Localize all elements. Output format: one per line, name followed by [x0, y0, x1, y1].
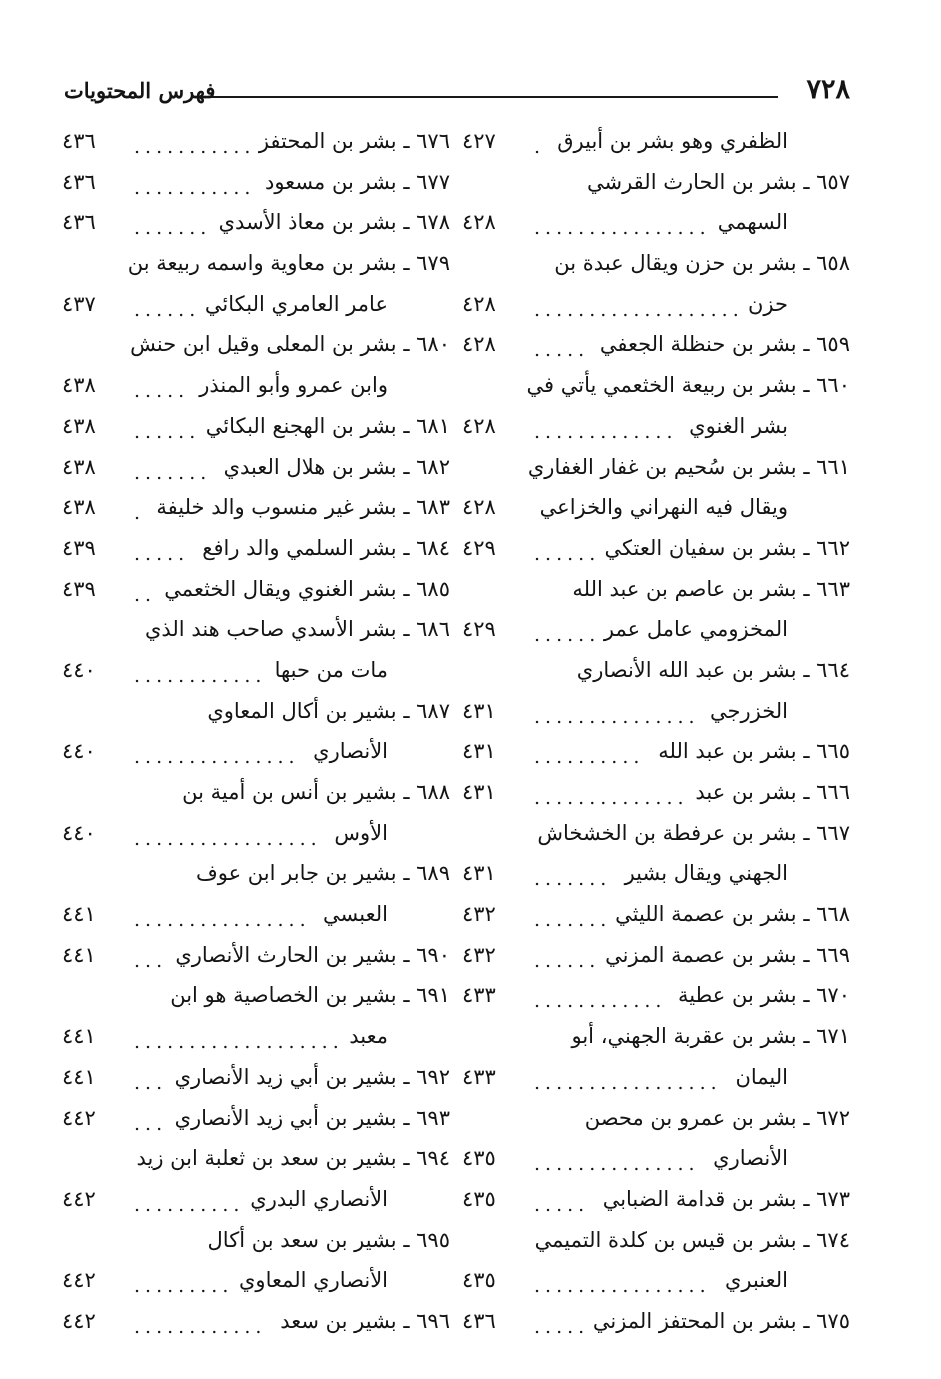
- entry-text: ٦٧٤ ـ بشر بن قيس بن كلدة التميمي: [534, 1227, 850, 1252]
- entry-text: ٦٨٩ ـ بشير بن جابر ابن عوف: [195, 861, 450, 886]
- index-entry: [62, 327, 450, 368]
- entry-text: ٦٧٩ ـ بشر بن معاوية واسمه ربيعة بن: [127, 251, 450, 276]
- index-entry: [62, 409, 450, 450]
- index-entry: [62, 246, 450, 287]
- dot-leader: ......: [534, 542, 601, 565]
- entry-text: ٦٩٦ ـ بشير بن سعد: [280, 1308, 450, 1333]
- entry-text: ٦٨٣ ـ بشر غير منسوب والد خليفة: [156, 495, 450, 520]
- entry-page-number: ٤٣٩: [62, 576, 96, 601]
- page-header: [64, 74, 850, 114]
- index-entry: [62, 897, 450, 938]
- dot-leader: .........: [134, 1275, 234, 1298]
- entry-text: ٦٦٣ ـ بشر بن عاصم بن عبد الله: [572, 576, 850, 601]
- entry-page-number: ٤٤١: [62, 1064, 96, 1089]
- entry-text: وابن عمرو وأبو المنذر: [199, 373, 388, 398]
- entry-text: ٦٨٧ ـ بشير بن أكال المعاوي: [207, 698, 450, 723]
- entry-page-number: ٤٣٨: [62, 454, 96, 479]
- entry-page-number: ٤٢٨: [462, 332, 496, 357]
- entry-page-number: ٤٣٣: [462, 1064, 496, 1089]
- index-entry: [462, 287, 850, 328]
- entry-text: ٦٦٩ ـ بشر بن عصمة المزني: [605, 942, 850, 967]
- dot-leader: .......: [534, 909, 612, 932]
- index-entry: [62, 124, 450, 165]
- entry-text: ٦٩٣ ـ بشير بن أبي زيد الأنصاري: [174, 1105, 450, 1130]
- dot-leader: ...........: [134, 136, 256, 158]
- dot-leader: .....: [534, 339, 590, 362]
- dot-leader: .....: [134, 380, 190, 403]
- entry-text: المخزومي عامل عمر: [603, 617, 788, 642]
- entry-text: ويقال فيه النهراني والخزاعي: [539, 495, 788, 520]
- entry-page-number: ٤٤١: [62, 1024, 96, 1049]
- entry-text: ٦٩٢ ـ بشير بن أبي زيد الأنصاري: [174, 1064, 450, 1089]
- index-entry: [62, 694, 450, 735]
- index-entry: [62, 816, 450, 857]
- entry-page-number: ٤٣٧: [62, 291, 96, 316]
- index-entry: [462, 775, 850, 816]
- dot-leader: ...: [134, 1112, 168, 1135]
- entry-text: الأنصاري المعاوي: [239, 1268, 388, 1293]
- index-entry: [62, 572, 450, 613]
- index-entry: [462, 1263, 850, 1304]
- dot-leader: .....: [134, 542, 190, 565]
- entry-page-number: ٤٣٦: [62, 169, 96, 194]
- entry-page-number: ٤٣١: [462, 698, 496, 723]
- index-entry: [62, 1304, 450, 1345]
- entry-page-number: ٤٣٨: [62, 413, 96, 438]
- dot-leader: ......: [134, 420, 201, 443]
- index-entry: [62, 1182, 450, 1223]
- entry-page-number: ٤٢٩: [462, 535, 496, 560]
- entry-text: ٦٩٤ ـ بشير بن سعد بن ثعلبة ابن زيد: [136, 1146, 450, 1171]
- index-entry: [462, 327, 850, 368]
- index-entry: [62, 856, 450, 897]
- entry-text: ٦٨٠ ـ بشر بن المعلى وقيل ابن حنش: [130, 332, 450, 357]
- index-entry: [62, 938, 450, 979]
- page-title: فهرس المحتويات: [64, 78, 216, 103]
- index-entry: [462, 165, 850, 206]
- entry-text: ٦٧٢ ـ بشر بن عمرو بن محصن: [584, 1105, 850, 1130]
- index-entry: [462, 938, 850, 979]
- dot-leader: ..........: [134, 1193, 245, 1216]
- right-column: [462, 124, 850, 1345]
- entry-text: ٦٦٢ ـ بشر بن سفيان العتكي: [604, 535, 850, 560]
- entry-page-number: ٤٣٢: [462, 942, 496, 967]
- dot-leader: .................: [534, 1071, 722, 1094]
- left-column: [62, 124, 450, 1345]
- entry-page-number: ٤٢٨: [462, 291, 496, 316]
- index-entry: [462, 816, 850, 857]
- entry-text: ٦٦٨ ـ بشر بن عصمة الليثي: [615, 902, 850, 927]
- entry-text: ٦٧٧ ـ بشر بن مسعود: [264, 169, 450, 194]
- entry-text: ٦٨٥ ـ بشر الغنوي ويقال الخثعمي: [164, 576, 450, 601]
- index-entry: [462, 409, 850, 450]
- entry-text: ٦٥٨ ـ بشر بن حزن ويقال عبدة بن: [554, 251, 850, 276]
- index-entry: [462, 856, 850, 897]
- entry-page-number: ٤٣٢: [462, 902, 496, 927]
- index-entry: [62, 1060, 450, 1101]
- dot-leader: ............: [134, 1315, 267, 1338]
- index-entry: [462, 1141, 850, 1182]
- entry-page-number: ٤٣٥: [462, 1146, 496, 1171]
- index-entry: [62, 1101, 450, 1142]
- index-entry: [462, 246, 850, 287]
- entry-text: ٦٥٧ ـ بشر بن الحارث القرشي: [586, 169, 850, 194]
- entry-text: ٦٩٥ ـ بشير بن سعد بن أكال: [207, 1227, 450, 1252]
- dot-leader: ......: [534, 624, 601, 647]
- entry-text: السهمي: [717, 210, 788, 235]
- entry-page-number: ٤٣٦: [62, 129, 96, 153]
- dot-leader: .................: [134, 827, 322, 850]
- index-entry: [62, 1141, 450, 1182]
- entry-page-number: ٤٣٩: [62, 535, 96, 560]
- entry-page-number: ٤٢٨: [462, 495, 496, 520]
- index-entry: [62, 368, 450, 409]
- dot-leader: .......: [534, 868, 612, 891]
- index-entry: [462, 1223, 850, 1264]
- entry-text: ٦٧٦ ـ بشر بن المحتفز: [258, 129, 450, 153]
- entry-page-number: ٤٤٢: [62, 1308, 96, 1333]
- index-entry: [462, 368, 850, 409]
- index-entry: [62, 1223, 450, 1264]
- entry-page-number: ٤٤٠: [62, 820, 96, 845]
- dot-leader: ...: [134, 1071, 168, 1094]
- index-entry: [62, 205, 450, 246]
- entry-page-number: ٤٣٨: [62, 495, 96, 520]
- index-entry: [462, 205, 850, 246]
- entry-page-number: ٤٣٣: [462, 983, 496, 1008]
- dot-leader: .: [534, 136, 546, 158]
- entry-text: الأنصاري: [313, 739, 388, 764]
- entry-page-number: ٤٣٥: [462, 1268, 496, 1293]
- index-entry: [462, 572, 850, 613]
- index-entry: [462, 1304, 850, 1345]
- index-entry: [462, 612, 850, 653]
- dot-leader: ...: [134, 949, 168, 972]
- index-entry: [62, 1019, 450, 1060]
- index-entry: [462, 1060, 850, 1101]
- dot-leader: .: [134, 502, 146, 525]
- index-entry: [62, 612, 450, 653]
- dot-leader: ...............: [134, 746, 300, 769]
- entry-page-number: ٤٤١: [62, 902, 96, 927]
- entry-page-number: ٤٣١: [462, 780, 496, 804]
- entry-page-number: ٤٢٨: [462, 413, 496, 438]
- entry-text: ٦٩٠ ـ بشير بن الحارث الأنصاري: [175, 942, 450, 967]
- index-entry: [62, 653, 450, 694]
- dot-leader: ............: [534, 990, 667, 1013]
- entry-text: ٦٦٦ ـ بشر بن عبد: [695, 780, 850, 804]
- entry-text: معبد: [349, 1024, 388, 1049]
- entry-page-number: ٤٣٨: [62, 373, 96, 398]
- entry-page-number: ٤٣٦: [462, 1308, 496, 1333]
- entry-text: ٦٦٧ ـ بشر بن عرفطة بن الخشخاش: [537, 820, 850, 845]
- entry-text: الجهني ويقال بشير: [624, 861, 788, 886]
- entry-text: العنبري: [724, 1268, 788, 1293]
- entry-text: ٦٨٦ ـ بشر الأسدي صاحب هند الذي: [144, 617, 450, 642]
- entry-page-number: ٤٢٨: [462, 210, 496, 235]
- entry-text: الأنصاري: [713, 1146, 788, 1171]
- index-entry: [462, 1182, 850, 1223]
- entry-page-number: ٤٢٩: [462, 617, 496, 642]
- entry-text: بشر الغنوي: [689, 413, 788, 438]
- index-entry: [462, 490, 850, 531]
- dot-leader: ......: [534, 949, 601, 972]
- dot-leader: ...................: [534, 298, 744, 321]
- dot-leader: ...................: [134, 1031, 344, 1054]
- entry-text: مات من حبها: [274, 657, 388, 682]
- entry-page-number: ٤٢٧: [462, 129, 496, 153]
- index-entry: [462, 978, 850, 1019]
- entry-page-number: ٤٤٢: [62, 1105, 96, 1130]
- entry-text: العبسي: [323, 902, 388, 927]
- entry-text: ٦٨٢ ـ بشر بن هلال العبدي: [223, 454, 450, 479]
- dot-leader: ................: [534, 217, 711, 240]
- entry-text: ٦٦٠ ـ بشر بن ربيعة الخثعمي يأتي في: [526, 373, 850, 398]
- dot-leader: .....: [534, 1193, 590, 1216]
- entry-text: ٦٥٩ ـ بشر بن حنظلة الجعفي: [599, 332, 850, 357]
- index-entry: [462, 124, 850, 165]
- dot-leader: .......: [134, 217, 212, 240]
- entry-page-number: ٤٤١: [62, 942, 96, 967]
- index-entry: [62, 165, 450, 206]
- dot-leader: ..........: [534, 746, 645, 769]
- entry-text: ٦٦٥ ـ بشر بن عبد الله: [658, 739, 850, 764]
- dot-leader: ...............: [534, 705, 700, 728]
- index-entry: [462, 1101, 850, 1142]
- dot-leader: .....: [534, 1315, 590, 1338]
- entry-text: الخزرجي: [709, 698, 788, 723]
- index-entry: [62, 450, 450, 491]
- entry-page-number: ٤٤٠: [62, 657, 96, 682]
- dot-leader: ......: [134, 298, 201, 321]
- index-entry: [462, 531, 850, 572]
- entry-text: ٦٧٠ ـ بشر بن عطية: [677, 983, 850, 1008]
- entry-text: ٦٩١ ـ بشير بن الخصاصية هو ابن: [170, 983, 450, 1008]
- index-entry: [62, 734, 450, 775]
- entry-text: ٦٦١ ـ بشر بن سُحيم بن غفار الغفاري: [527, 454, 850, 479]
- index-entry: [462, 694, 850, 735]
- dot-leader: ...........: [134, 176, 256, 199]
- dot-leader: ................: [534, 1275, 711, 1298]
- entry-page-number: ٤٣١: [462, 861, 496, 886]
- dot-leader: ..............: [534, 787, 689, 809]
- entry-text: ٦٨٨ ـ بشير بن أنس بن أمية بن: [182, 780, 450, 804]
- index-entry: [462, 734, 850, 775]
- entry-text: ٦٧١ ـ بشر بن عقربة الجهني، أبو: [571, 1024, 850, 1049]
- dot-leader: .......: [134, 461, 212, 484]
- entry-page-number: ٤٣٦: [62, 210, 96, 235]
- dot-leader: .............: [534, 420, 678, 443]
- index-entry: [62, 775, 450, 816]
- index-entry: [462, 1019, 850, 1060]
- entry-page-number: ٤٣١: [462, 739, 496, 764]
- entry-page-number: ٤٤٢: [62, 1268, 96, 1293]
- entry-text: عامر العامري البكائي: [204, 291, 388, 316]
- entry-text: ٦٧٥ ـ بشر بن المحتفز المزني: [592, 1308, 850, 1333]
- entry-text: حزن: [748, 291, 788, 316]
- entry-text: ٦٦٤ ـ بشر بن عبد الله الأنصاري: [576, 657, 850, 682]
- entry-text: الأوس: [334, 820, 388, 845]
- entry-text: ٦٨١ ـ بشر بن الهجنع البكائي: [205, 413, 450, 438]
- header-rule: [194, 96, 778, 98]
- entry-page-number: ٤٤٢: [62, 1186, 96, 1211]
- entry-text: اليمان: [735, 1064, 788, 1089]
- index-entry: [62, 978, 450, 1019]
- page-number: ٧٢٨: [806, 74, 850, 105]
- entry-text: الظفري وهو بشر بن أبيرق: [557, 129, 788, 153]
- index-entry: [462, 653, 850, 694]
- index-entry: [62, 1263, 450, 1304]
- dot-leader: ..: [134, 583, 157, 606]
- entry-page-number: ٤٤٠: [62, 739, 96, 764]
- index-entry: [462, 897, 850, 938]
- index-entry: [62, 287, 450, 328]
- index-entry: [462, 450, 850, 491]
- index-entry: [62, 531, 450, 572]
- dot-leader: ............: [134, 664, 267, 687]
- entry-text: الأنصاري البدري: [250, 1186, 388, 1211]
- entry-page-number: ٤٣٥: [462, 1186, 496, 1211]
- entry-text: ٦٨٤ ـ بشر السلمي والد رافع: [202, 535, 450, 560]
- dot-leader: ...............: [534, 1153, 700, 1176]
- entry-text: ٦٧٣ ـ بشر بن قدامة الضبابي: [602, 1186, 850, 1211]
- dot-leader: ................: [134, 909, 311, 932]
- entry-text: ٦٧٨ ـ بشر بن معاذ الأسدي: [218, 210, 450, 235]
- index-entry: [62, 490, 450, 531]
